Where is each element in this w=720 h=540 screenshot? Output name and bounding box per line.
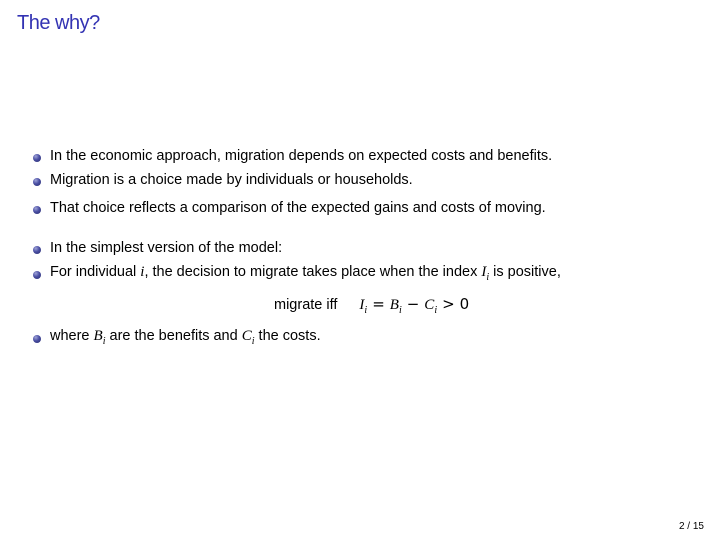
slide-title: The why? [17, 12, 100, 34]
bullet-text: where $B_i$ are the benefits and $C_i$ the costs. [50, 328, 321, 347]
bullet-text: For individual i, the decision to migrate takes place when the index $I_i$ is positive, [50, 264, 561, 283]
bullet-text: That choice reflects a comparison of the expected gains and costs of moving. [50, 200, 546, 216]
bullet-item [33, 200, 546, 216]
bullet-ball-icon [33, 271, 41, 279]
page-number: 2 / 15 [678, 521, 704, 532]
bullet-item [33, 240, 282, 256]
equation-label: migrate iff [274, 297, 338, 313]
bullet-item [33, 264, 561, 283]
bullet-item [33, 328, 321, 347]
migration-equation [274, 295, 469, 316]
bullet-item [33, 148, 552, 164]
bullet-ball-icon [33, 154, 41, 162]
equation-formula: $I_i = B_i - C_i > 0$ [359, 295, 470, 316]
bullet-text: Migration is a choice made by individuals or households. [50, 172, 413, 188]
bullet-text: In the economic approach, migration depends on expected costs and benefits. [50, 148, 553, 164]
bullet-item [33, 172, 413, 188]
bullet-ball-icon [33, 178, 41, 186]
bullet-ball-icon [33, 246, 41, 254]
bullet-ball-icon [33, 206, 41, 214]
bullet-text: In the simplest version of the model: [50, 240, 283, 256]
bullet-ball-icon [33, 335, 41, 343]
